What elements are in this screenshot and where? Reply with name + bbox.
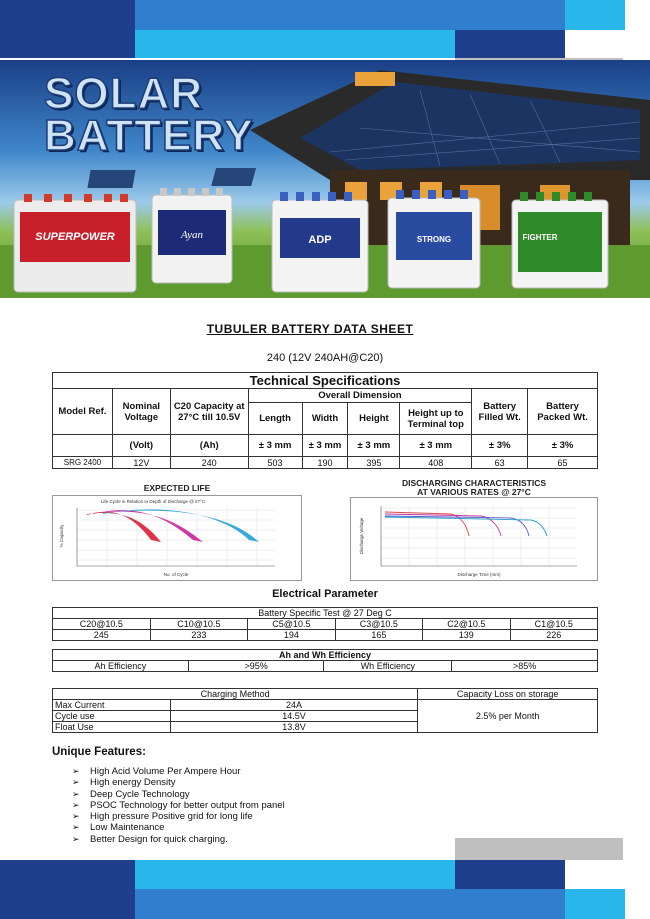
unit-packed: ± 3% <box>528 435 598 457</box>
rate-cell: C5@10.5 <box>248 619 335 630</box>
rate-cell: C2@10.5 <box>423 619 510 630</box>
charging-value: 14.5V <box>170 711 418 722</box>
unique-features-title: Unique Features: <box>52 746 146 758</box>
features-list <box>72 766 285 845</box>
header-capacity: C20 Capacity at 27°C till 10.5V <box>170 389 248 435</box>
battery-brand-label: FIGHTER <box>522 233 558 242</box>
cell-model: SRG 2400 <box>53 457 113 469</box>
charging-label: Float Use <box>53 722 171 733</box>
battery-brand-label: Ayan <box>181 229 203 241</box>
expected-life-title: EXPECTED LIFE <box>143 483 211 493</box>
top-band-light <box>135 30 455 58</box>
unit-width: ± 3 mm <box>302 435 348 457</box>
header-model: Model Ref. <box>53 389 113 435</box>
header-height-terminal: Height up to Terminal top <box>400 403 472 435</box>
life-curve-red <box>87 512 161 542</box>
cell-height-terminal: 408 <box>400 457 472 469</box>
value-cell: 139 <box>423 630 510 641</box>
page-subtitle: 240 (12V 240AH@C20) <box>266 352 384 364</box>
battery-brand-label: ADP <box>308 234 332 246</box>
bottom-band-dark <box>0 860 135 919</box>
top-band-cyan <box>565 0 625 30</box>
charging-label: Cycle use <box>53 711 171 722</box>
list-item: ➢ Better Design for quick charging. <box>72 833 228 845</box>
battery-fighter <box>512 192 608 288</box>
ah-efficiency-label: Ah Efficiency <box>53 661 189 672</box>
header-width: Width <box>302 403 348 435</box>
life-curve-blue <box>103 509 259 542</box>
table-row <box>53 619 598 630</box>
arrow-bullet-icon: ➢ <box>72 777 80 788</box>
rate-cell: C20@10.5 <box>53 619 151 630</box>
charging-method-table <box>52 688 598 733</box>
list-item: ➢ High Acid Volume Per Ampere Hour <box>72 766 241 777</box>
table-caption: Technical Specifications <box>53 373 598 389</box>
rate-cell: C1@10.5 <box>510 619 597 630</box>
life-chart-caption: Life Cycle in Relation to Depth of Discharge @ 27°C <box>100 499 206 504</box>
list-item: ➢ High energy Density <box>72 777 176 789</box>
efficiency-table <box>52 649 598 672</box>
arrow-bullet-icon: ➢ <box>72 788 80 799</box>
life-curve-magenta <box>93 510 203 542</box>
charging-label: Max Current <box>53 700 171 711</box>
table-row <box>53 661 598 672</box>
cell-capacity: 240 <box>170 457 248 469</box>
unit-capacity: (Ah) <box>170 435 248 457</box>
life-x-label: No. of Cycle <box>163 572 189 577</box>
header-overall-dimension: Overall Dimension <box>248 389 472 403</box>
electrical-parameter-title: Electrical Parameter <box>272 588 378 600</box>
table-row <box>53 630 598 641</box>
ah-efficiency-value: >95% <box>188 661 324 672</box>
battery-brand-label: STRONG <box>416 235 452 244</box>
cell-packed: 65 <box>528 457 598 469</box>
discharge-chart <box>350 497 598 581</box>
value-cell: 245 <box>53 630 151 641</box>
wh-efficiency-value: >85% <box>452 661 598 672</box>
cell-voltage: 12V <box>112 457 170 469</box>
bottom-band-light <box>135 860 455 889</box>
discharge-y-label: Discharge Voltage <box>359 517 364 555</box>
top-band-navy <box>455 30 565 58</box>
list-item: ➢ PSOC Technology for better output from panel <box>72 799 285 811</box>
rate-cell: C10@10.5 <box>150 619 248 630</box>
unit-voltage: (Volt) <box>112 435 170 457</box>
list-item: ➢ High pressure Positive grid for long life <box>72 811 253 823</box>
battery-superpower <box>14 194 136 292</box>
list-item: ➢ Low Maintenance <box>72 822 165 834</box>
value-cell: 233 <box>150 630 248 641</box>
cell-length: 503 <box>248 457 302 469</box>
bottom-band-cyan <box>565 889 625 919</box>
top-band-blue <box>135 0 565 30</box>
charging-method-header: Charging Method <box>53 689 418 700</box>
unit-filled: ± 3% <box>472 435 528 457</box>
unit-height: ± 3 mm <box>348 435 400 457</box>
electrical-parameter-table <box>52 607 598 641</box>
battery-ayan <box>152 188 232 283</box>
test-header: Battery Specific Test @ 27 Deg C <box>53 608 598 619</box>
bottom-band-navy <box>455 860 565 889</box>
cell-width: 190 <box>302 457 348 469</box>
charging-value: 24A <box>170 700 418 711</box>
arrow-bullet-icon: ➢ <box>72 833 80 844</box>
technical-specifications-table <box>52 372 598 469</box>
bottom-band-blue <box>135 889 565 919</box>
table-row <box>53 700 598 711</box>
page-title: TUBULER BATTERY DATA SHEET <box>206 322 414 336</box>
battery-strong <box>388 190 480 288</box>
discharge-curve-3 <box>385 516 529 536</box>
table-row <box>53 457 598 469</box>
top-band-dark <box>0 0 135 58</box>
arrow-bullet-icon: ➢ <box>72 799 80 810</box>
discharge-title-line1: DISCHARGING CHARACTERISTICS <box>401 478 547 488</box>
unit-length: ± 3 mm <box>248 435 302 457</box>
battery-brand-label: SUPERPOWER <box>35 231 115 243</box>
hero-title-line1: SOLAR <box>44 69 203 118</box>
discharge-x-label: Discharge Time (mm) <box>457 572 501 577</box>
value-cell: 165 <box>335 630 422 641</box>
bottom-band-grey <box>455 838 623 860</box>
hero-banner <box>0 60 650 298</box>
value-cell: 226 <box>510 630 597 641</box>
value-cell: 194 <box>248 630 335 641</box>
list-item: ➢ Deep Cycle Technology <box>72 788 190 800</box>
battery-adp <box>272 192 368 292</box>
capacity-loss-value: 2.5% per Month <box>418 700 598 733</box>
arrow-bullet-icon: ➢ <box>72 766 80 776</box>
arrow-bullet-icon: ➢ <box>72 811 80 822</box>
capacity-loss-header: Capacity Loss on storage <box>418 689 598 700</box>
life-y-label: % Capacity <box>59 524 64 548</box>
header-packed-weight: Battery Packed Wt. <box>528 389 598 435</box>
charging-value: 13.8V <box>170 722 418 733</box>
hero-title-line2: BATTERY <box>44 111 254 160</box>
header-length: Length <box>248 403 302 435</box>
unit-height-terminal: ± 3 mm <box>400 435 472 457</box>
discharge-title-line2: AT VARIOUS RATES @ 27°C <box>417 487 531 497</box>
wh-efficiency-label: Wh Efficiency <box>324 661 452 672</box>
cell-filled: 63 <box>472 457 528 469</box>
header-voltage: Nominal Voltage <box>112 389 170 435</box>
cell-height: 395 <box>348 457 400 469</box>
header-filled-weight: Battery Filled Wt. <box>472 389 528 435</box>
efficiency-header: Ah and Wh Efficiency <box>53 650 598 661</box>
header-height: Height <box>348 403 400 435</box>
rate-cell: C3@10.5 <box>335 619 422 630</box>
expected-life-chart <box>52 495 302 581</box>
arrow-bullet-icon: ➢ <box>72 822 80 833</box>
